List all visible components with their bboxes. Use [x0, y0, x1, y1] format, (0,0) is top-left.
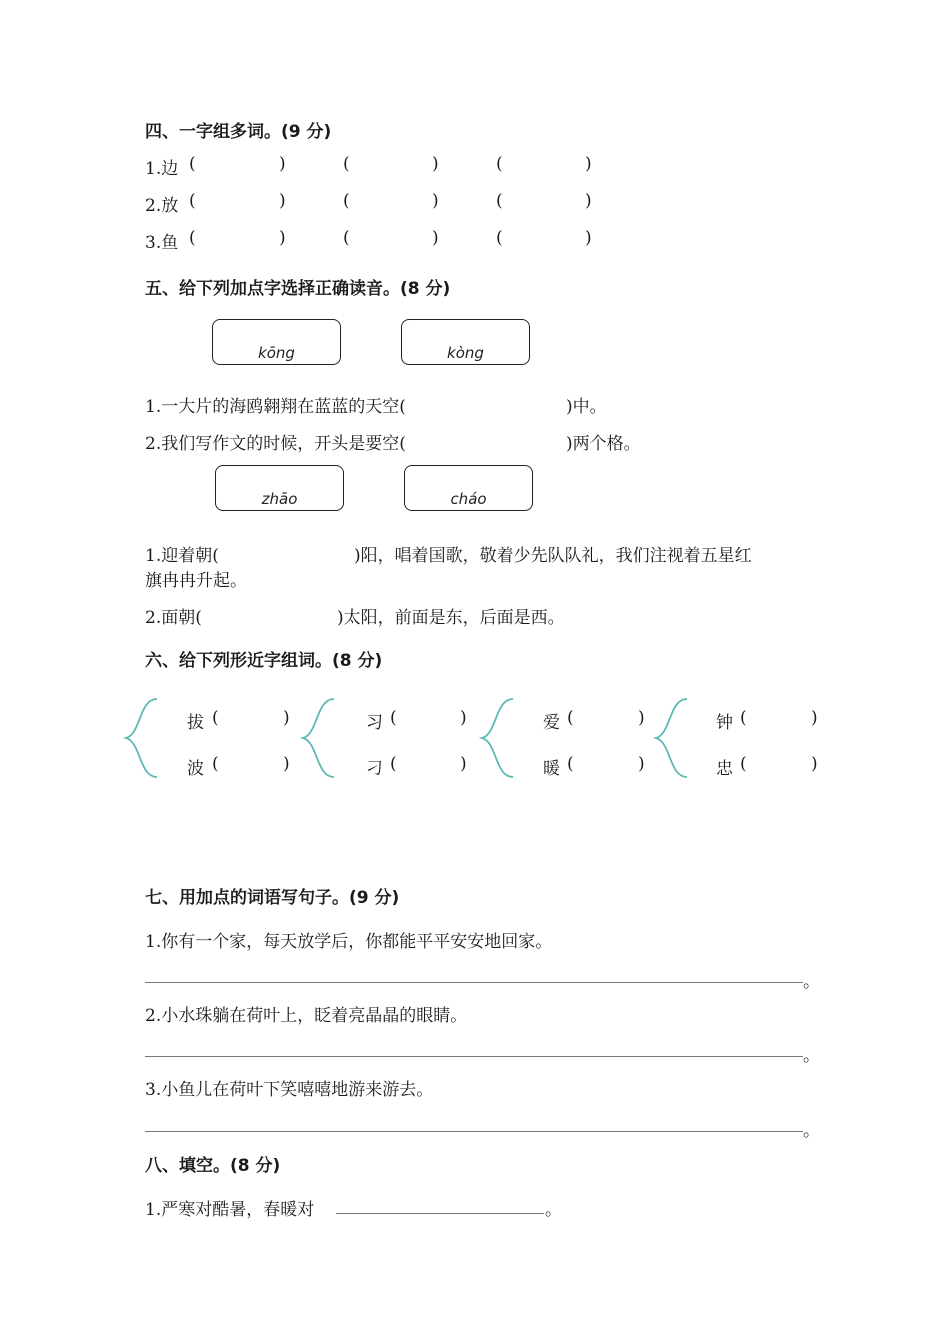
paren-open: ( [496, 191, 503, 211]
answer-period: 。 [803, 1121, 820, 1141]
paren-close: ) [811, 708, 818, 728]
question-text-end: )中。 [566, 397, 607, 417]
paren-open: ( [496, 154, 503, 174]
question-text: 2.我们写作文的时候，开头是要空( [145, 434, 406, 454]
section-7-heading: 七、用加点的词语写句子。(9 分) [145, 888, 400, 908]
paren-close: ) [283, 754, 290, 774]
paren-open: ( [390, 754, 397, 774]
paren-close: ) [638, 708, 645, 728]
answer-line[interactable] [145, 982, 803, 983]
char-bottom: 刁 [366, 759, 383, 779]
fill-blank-text: 1.严寒对酷暑，春暖对 [145, 1200, 315, 1220]
paren-close: ) [279, 228, 286, 248]
question-text-end: )两个格。 [566, 434, 641, 454]
word-label: 2.放 [145, 196, 179, 216]
paren-open: ( [740, 708, 747, 728]
question-text: 1.迎着朝( [145, 546, 219, 566]
question-text-end: )太阳，前面是东，后面是西。 [337, 608, 565, 628]
paren-close: ) [585, 228, 592, 248]
char-bottom: 忠 [716, 759, 733, 779]
section-8-heading: 八、填空。(8 分) [145, 1156, 281, 1176]
char-top: 爱 [543, 713, 560, 733]
char-top: 钟 [716, 713, 733, 733]
paren-open: ( [189, 191, 196, 211]
question-text-end: )阳，唱着国歌，敬着少先队队礼，我们注视着五星红 [354, 546, 752, 566]
section-6-heading: 六、给下列形近字组词。(8 分) [145, 651, 383, 671]
brace-icon [123, 696, 163, 780]
sentence-prompt: 1.你有一个家，每天放学后，你都能平平安安地回家。 [145, 932, 553, 952]
paren-open: ( [567, 754, 574, 774]
paren-close: ) [432, 191, 439, 211]
paren-open: ( [189, 228, 196, 248]
brace-icon [300, 696, 340, 780]
paren-close: ) [585, 154, 592, 174]
fill-blank-period: 。 [545, 1200, 562, 1220]
paren-close: ) [279, 154, 286, 174]
paren-close: ) [279, 191, 286, 211]
answer-line[interactable] [145, 1131, 803, 1132]
char-bottom: 暖 [543, 759, 560, 779]
paren-open: ( [496, 228, 503, 248]
pinyin-text: cháo [450, 490, 487, 508]
section-5-heading: 五、给下列加点字选择正确读音。(8 分) [145, 279, 451, 299]
paren-close: ) [638, 754, 645, 774]
question-text-continued: 旗冉冉升起。 [145, 571, 247, 591]
paren-open: ( [343, 228, 350, 248]
word-label: 1.边 [145, 159, 179, 179]
pinyin-option-box[interactable] [215, 465, 344, 511]
pinyin-option-box[interactable] [404, 465, 533, 511]
char-top: 拔 [187, 713, 204, 733]
paren-close: ) [585, 191, 592, 211]
paren-close: ) [460, 708, 467, 728]
answer-period: 。 [803, 972, 820, 992]
section-4-heading: 四、一字组多词。(9 分) [145, 122, 332, 142]
brace-icon [653, 696, 693, 780]
pinyin-option-box[interactable] [212, 319, 341, 365]
paren-open: ( [343, 154, 350, 174]
sentence-prompt: 2.小水珠躺在荷叶上，眨着亮晶晶的眼睛。 [145, 1006, 468, 1026]
paren-close: ) [432, 228, 439, 248]
answer-line[interactable] [145, 1056, 803, 1057]
char-top: 习 [366, 713, 383, 733]
paren-close: ) [460, 754, 467, 774]
word-label: 3.鱼 [145, 233, 179, 253]
fill-blank-line[interactable] [336, 1213, 544, 1214]
paren-close: ) [811, 754, 818, 774]
question-text: 1.一大片的海鸥翱翔在蓝蓝的天空( [145, 397, 406, 417]
paren-open: ( [343, 191, 350, 211]
paren-open: ( [390, 708, 397, 728]
question-text: 2.面朝( [145, 608, 202, 628]
pinyin-text: kōng [258, 344, 295, 362]
paren-open: ( [740, 754, 747, 774]
answer-period: 。 [803, 1046, 820, 1066]
paren-open: ( [189, 154, 196, 174]
paren-close: ) [283, 708, 290, 728]
sentence-prompt: 3.小鱼儿在荷叶下笑嘻嘻地游来游去。 [145, 1080, 434, 1100]
pinyin-text: zhāo [261, 490, 298, 508]
pinyin-option-box[interactable] [401, 319, 530, 365]
brace-icon [479, 696, 519, 780]
paren-close: ) [432, 154, 439, 174]
pinyin-text: kòng [447, 344, 484, 362]
char-bottom: 波 [187, 759, 204, 779]
paren-open: ( [212, 754, 219, 774]
paren-open: ( [212, 708, 219, 728]
paren-open: ( [567, 708, 574, 728]
